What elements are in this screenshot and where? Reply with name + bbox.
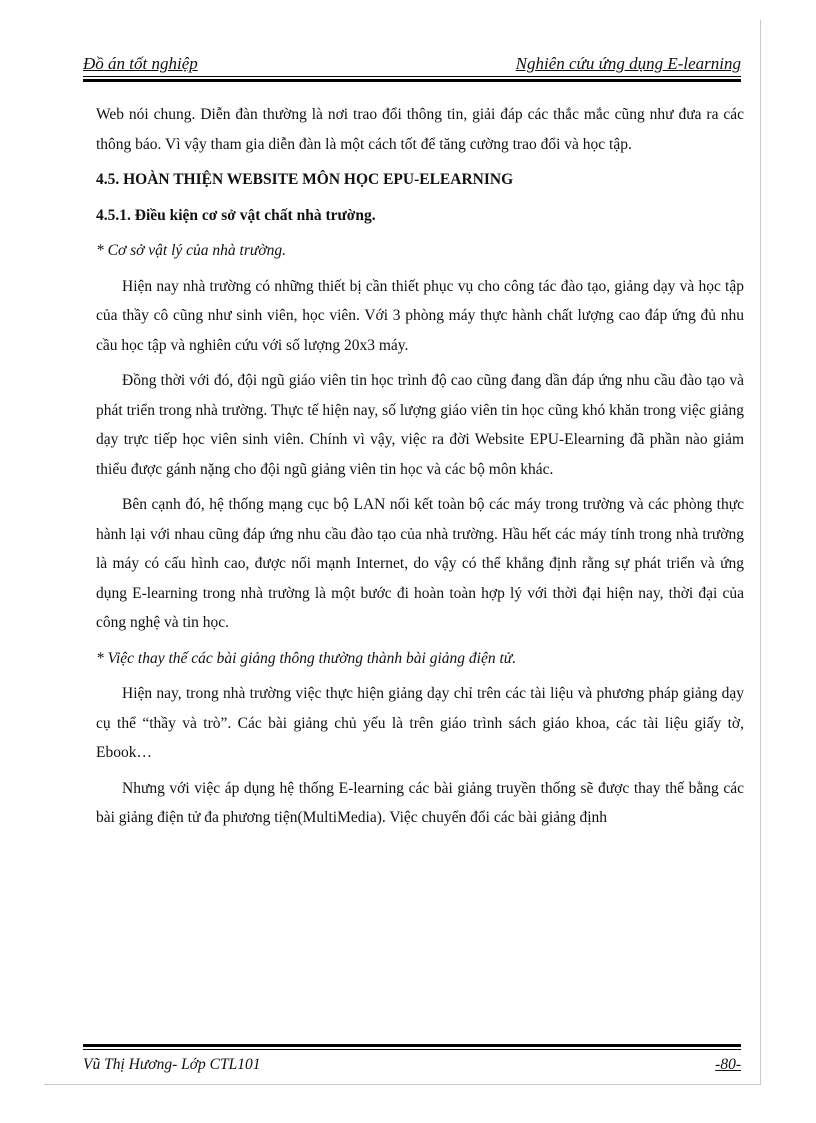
- paragraph-3: Bên cạnh đó, hệ thống mạng cục bộ LAN nối kết toàn bộ các máy trong trường và các phòng thực hành lại với nhau cũng đáp ứng nhu cầu đào tạo của nhà trường. Hầu hết các máy tính trong nhà trường là máy có cấu hình cao, được nối mạnh Internet, do vậy có thể khẳng định rằng sự phát triển và ứng dụng E-learning trong nhà trường là một bước đi hoàn toàn hợp lý với thời đại hiện nay, thời đại của công nghệ và tin học.: [96, 496, 744, 631]
- document-body: [96, 100, 744, 839]
- section-heading: 4.5. HOÀN THIỆN WEBSITE MÔN HỌC EPU-ELEARNING: [96, 171, 514, 188]
- header-rule-thick: [83, 79, 741, 82]
- subheading-lecture-replacement: * Việc thay thế các bài giảng thông thường thành bài giảng điện tử.: [96, 649, 517, 667]
- paragraph-1: Hiện nay nhà trường có những thiết bị cần thiết phục vụ cho công tác đào tạo, giảng dạy và học tập của thầy cô cũng như sinh viên, học viên. Với 3 phòng máy thực hành chất lượng cao đáp ứng đủ nhu cầu học tập và nghiên cứu với số lượng 20x3 máy.: [96, 277, 744, 354]
- paragraph-4: Hiện nay, trong nhà trường việc thực hiện giảng dạy chỉ trên các tài liệu và phương pháp giảng dạy cụ thể “thầy và trò”. Các bài giảng chủ yếu là trên giáo trình sách giáo khoa, các tài liệu giấy tờ, Ebook…: [96, 685, 744, 761]
- header-rule-thin: [83, 76, 741, 77]
- footer-author: Vũ Thị Hương- Lớp CTL101: [83, 1056, 261, 1073]
- paragraph-intro: Web nói chung. Diễn đàn thường là nơi trao đổi thông tin, giải đáp các thắc mắc cũng như đưa ra các thông báo. Vì vậy tham gia diễn đàn là một cách tốt để tăng cường trao đổi và học tập.: [96, 106, 744, 153]
- footer-rule-thick: [83, 1044, 741, 1047]
- page-header: [83, 50, 741, 76]
- paragraph-5: Nhưng với việc áp dụng hệ thống E-learning các bài giảng truyền thống sẽ được thay thế bằng các bài giảng điện tử đa phương tiện(MultiMedia). Việc chuyển đổi các bài giảng định: [96, 779, 744, 826]
- page-number: -80-: [715, 1056, 741, 1073]
- page-footer: [83, 1056, 741, 1078]
- header-title-left: Đồ án tốt nghiệp: [83, 54, 198, 73]
- subheading-physical-facilities: * Cơ sở vật lý của nhà trường.: [96, 242, 286, 259]
- footer-rule-thin: [83, 1049, 741, 1050]
- paragraph-2: Đồng thời với đó, đội ngũ giáo viên tin học trình độ cao cũng đang dần đáp ứng nhu cầu đào tạo và phát triển trong nhà trường. Thực tế hiện nay, số lượng giáo viên tin học cũng khó khăn trong việc giảng dạy trực tiếp học viên sinh viên. Chính vì vậy, việc ra đời Website EPU-Elearning đã phần nào giảm thiểu được gánh nặng cho đội ngũ giảng viên tin học và các bộ môn khác.: [96, 372, 744, 478]
- subsection-heading: 4.5.1. Điều kiện cơ sở vật chất nhà trường.: [96, 206, 376, 224]
- header-title-right: Nghiên cứu ứng dụng E-learning: [515, 54, 741, 73]
